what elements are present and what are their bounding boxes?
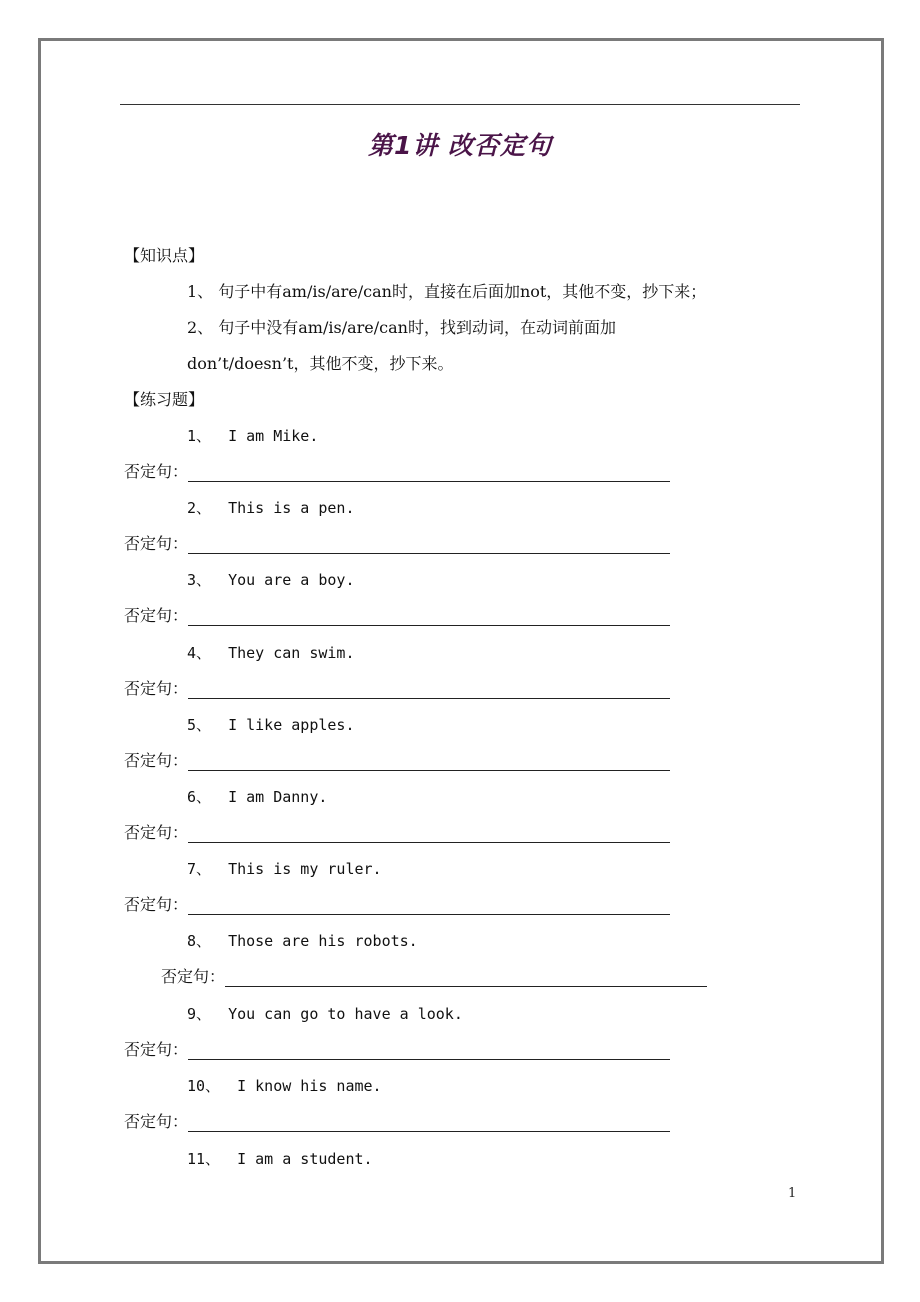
question-sentence: I am a student. (237, 1150, 373, 1168)
question-row (187, 426, 318, 446)
knowledge-rule-1: 1、 句子中有am/is/are/can时，直接在后面加not，其他不变，抄下来； (187, 282, 707, 301)
question-sentence: You are a boy. (228, 571, 355, 589)
question-row (187, 715, 355, 735)
question-number: 9、 (187, 1005, 212, 1023)
question-row (187, 643, 355, 663)
question-number: 5、 (187, 716, 212, 734)
answer-row (124, 751, 670, 771)
answer-label: 否定句： (124, 1040, 189, 1059)
question-sentence: I am Mike. (228, 427, 319, 445)
question-sentence: They can swim. (228, 644, 355, 662)
page-number: 1 (788, 1186, 797, 1201)
question-number: 7、 (187, 860, 212, 878)
question-row (187, 1076, 382, 1096)
question-number: 6、 (187, 788, 212, 806)
knowledge-heading: 【知识点】 (124, 246, 205, 265)
question-row (187, 1149, 373, 1169)
question-row (187, 859, 382, 879)
question-sentence: I am Danny. (228, 788, 328, 806)
question-number: 11、 (187, 1150, 221, 1168)
answer-row (124, 895, 670, 915)
answer-blank-line[interactable] (225, 970, 707, 987)
question-number: 10、 (187, 1077, 221, 1095)
question-sentence: Those are his robots. (228, 932, 418, 950)
answer-blank-line[interactable] (188, 826, 670, 843)
answer-row (161, 967, 707, 987)
answer-label: 否定句： (124, 462, 189, 481)
question-number: 2、 (187, 499, 212, 517)
answer-label: 否定句： (124, 534, 189, 553)
question-number: 1、 (187, 427, 212, 445)
practice-heading: 【练习题】 (124, 390, 205, 409)
answer-label: 否定句： (161, 967, 226, 986)
answer-label: 否定句： (124, 751, 189, 770)
answer-row (124, 1040, 670, 1060)
question-number: 8、 (187, 932, 212, 950)
answer-blank-line[interactable] (188, 465, 670, 482)
answer-row (124, 534, 670, 554)
question-row (187, 498, 355, 518)
answer-blank-line[interactable] (188, 1043, 670, 1060)
question-sentence: You can go to have a look. (228, 1005, 463, 1023)
question-row (187, 787, 327, 807)
answer-label: 否定句： (124, 823, 189, 842)
answer-label: 否定句： (124, 679, 189, 698)
question-row (187, 1004, 463, 1024)
answer-row (124, 679, 670, 699)
question-number: 4、 (187, 644, 212, 662)
answer-blank-line[interactable] (188, 609, 670, 626)
answer-blank-line[interactable] (188, 898, 670, 915)
question-sentence: This is my ruler. (228, 860, 382, 878)
answer-row (124, 462, 670, 482)
answer-label: 否定句： (124, 895, 189, 914)
answer-blank-line[interactable] (188, 1115, 670, 1132)
knowledge-rule-2-line-1: 2、 句子中没有am/is/are/can时，找到动词，在动词前面加 (187, 318, 616, 337)
question-sentence: I know his name. (237, 1077, 382, 1095)
question-number: 3、 (187, 571, 212, 589)
header-rule (120, 104, 800, 105)
answer-row (124, 823, 670, 843)
question-sentence: This is a pen. (228, 499, 355, 517)
page-frame (38, 38, 884, 1264)
page-title: 第1讲 改否定句 (367, 131, 553, 160)
answer-row (124, 606, 670, 626)
answer-row (124, 1112, 670, 1132)
knowledge-rule-2-line-2: don’t/doesn’t，其他不变，抄下来。 (187, 354, 454, 373)
answer-blank-line[interactable] (188, 682, 670, 699)
question-row (187, 931, 418, 951)
answer-label: 否定句： (124, 606, 189, 625)
answer-label: 否定句： (124, 1112, 189, 1131)
question-sentence: I like apples. (228, 716, 355, 734)
answer-blank-line[interactable] (188, 537, 670, 554)
question-row (187, 570, 355, 590)
answer-blank-line[interactable] (188, 754, 670, 771)
